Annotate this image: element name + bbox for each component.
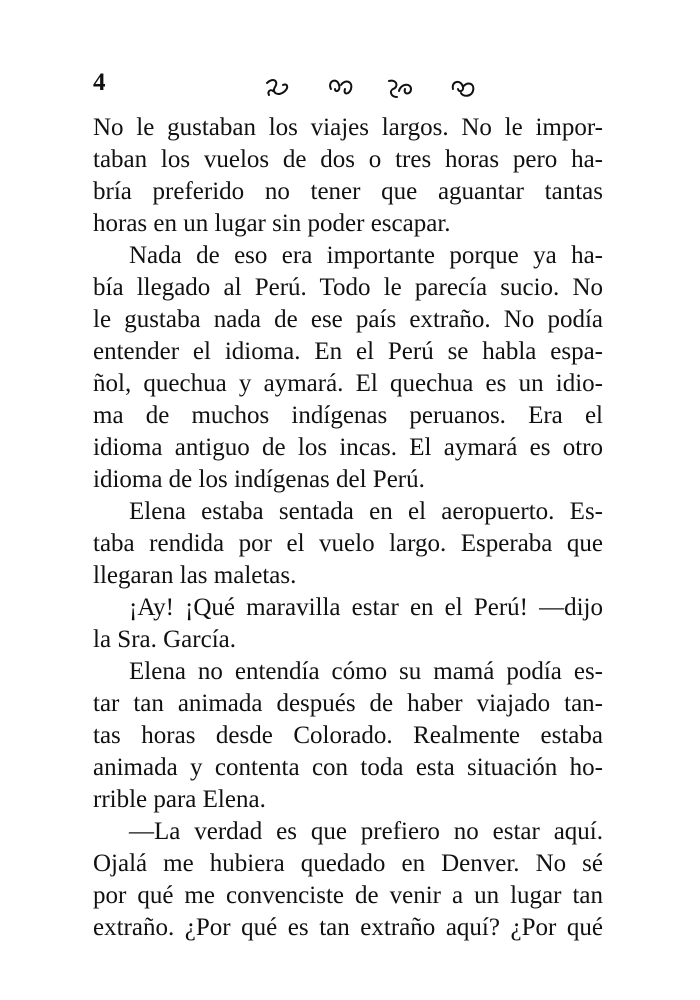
page-header — [93, 64, 613, 104]
text-line: por qué me convenciste de venir a un lugar tan — [93, 882, 603, 909]
text-line: ma de muchos indígenas peruanos. Era el — [93, 402, 603, 429]
text-line: ñol, quechua y aymará. El quechua es un idio- — [93, 370, 603, 397]
ornament-row — [257, 74, 497, 100]
text-line: Nada de eso era importante porque ya ha- — [129, 242, 603, 269]
text-line: llegaran las maletas. — [93, 562, 297, 589]
text-line: idioma antiguo de los incas. El aymará es otro — [93, 434, 603, 461]
swirl-icon — [389, 81, 411, 97]
text-line: ¡Ay! ¡Qué maravilla estar en el Perú! —dijo — [129, 594, 603, 621]
text-line: Elena no entendía cómo su mamá podía es- — [129, 658, 603, 685]
text-line: animada y contenta con toda esta situación ho- — [93, 754, 603, 781]
text-line: extraño. ¿Por qué es tan extraño aquí? ¿Por qué — [93, 914, 603, 941]
text-line: bía llegado al Perú. Todo le parecía sucio. No — [93, 274, 603, 301]
text-line: No le gustaban los viajes largos. No le impor- — [93, 114, 603, 141]
text-line: Elena estaba sentada en el aeropuerto. Es- — [129, 498, 603, 525]
text-line: bría preferido no tener que aguantar tantas — [93, 178, 603, 205]
text-line: tas horas desde Colorado. Realmente estaba — [93, 722, 603, 749]
swirl-icon — [267, 80, 287, 95]
text-line: horas en un lugar sin poder escapar. — [93, 210, 451, 237]
text-line: taban los vuelos de dos o tres horas pero ha- — [93, 146, 603, 173]
text-line: tar tan animada después de haber viajado tan- — [93, 690, 603, 717]
text-line: le gustaba nada de ese país extraño. No podía — [93, 306, 603, 333]
text-line: rrible para Elena. — [93, 786, 266, 813]
text-line: entender el idioma. En el Perú se habla espa- — [93, 338, 603, 365]
page-number: 4 — [93, 69, 106, 96]
text-line: la Sra. García. — [93, 626, 236, 653]
swirl-icon — [330, 81, 351, 94]
text-line: taba rendida por el vuelo largo. Esperaba que — [93, 530, 603, 557]
text-line: —La verdad es que prefiero no estar aquí. — [129, 818, 603, 845]
body-text — [93, 112, 603, 944]
text-line: Ojalá me hubiera quedado en Denver. No sé — [93, 850, 603, 877]
text-line: idioma de los indígenas del Perú. — [93, 466, 425, 493]
swirl-icon — [453, 82, 474, 96]
